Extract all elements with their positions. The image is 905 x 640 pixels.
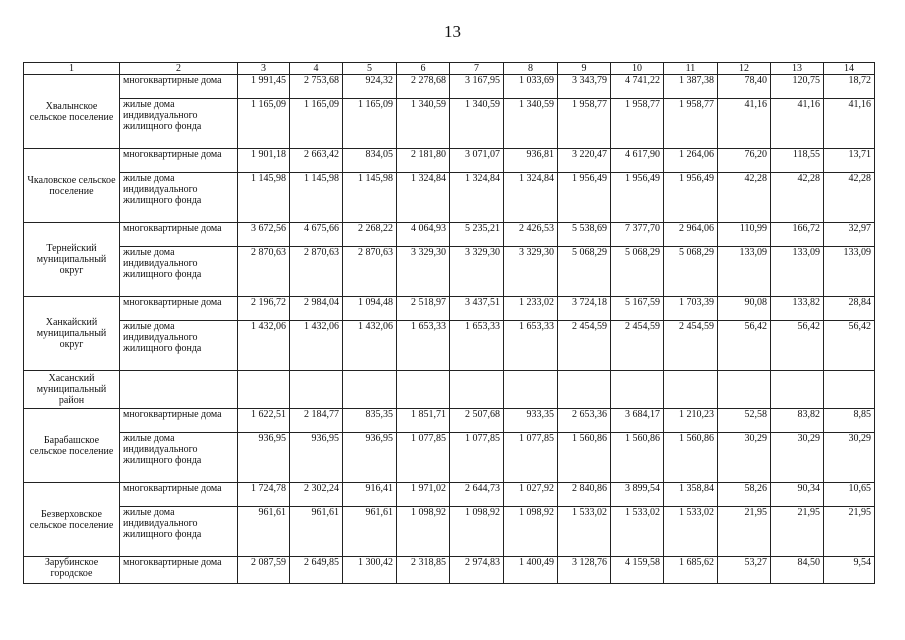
value-cell: 1 400,49 — [504, 557, 558, 584]
value-cell: 1 956,49 — [664, 173, 718, 223]
housing-type: жилые дома индивидуального жилищного фонда — [120, 507, 238, 557]
value-cell: 1 432,06 — [290, 321, 343, 371]
value-cell: 2 507,68 — [450, 409, 504, 433]
value-cell: 2 870,63 — [238, 247, 290, 297]
value-cell: 32,97 — [824, 223, 875, 247]
value-cell: 13,71 — [824, 149, 875, 173]
empty-cell — [450, 371, 504, 409]
value-cell: 916,41 — [343, 483, 397, 507]
value-cell: 3 343,79 — [558, 75, 611, 99]
value-cell: 2 753,68 — [290, 75, 343, 99]
value-cell: 2 840,86 — [558, 483, 611, 507]
empty-cell — [718, 371, 771, 409]
header-cell: 3 — [238, 63, 290, 75]
value-cell: 5 167,59 — [611, 297, 664, 321]
region-name: Хасанский муниципальный район — [24, 371, 120, 409]
header-row — [24, 63, 875, 75]
value-cell: 2 984,04 — [290, 297, 343, 321]
header-cell: 11 — [664, 63, 718, 75]
value-cell: 2 196,72 — [238, 297, 290, 321]
value-cell: 5 538,69 — [558, 223, 611, 247]
value-cell: 2 974,83 — [450, 557, 504, 584]
value-cell: 2 644,73 — [450, 483, 504, 507]
empty-cell — [397, 371, 450, 409]
value-cell: 166,72 — [771, 223, 824, 247]
value-cell: 936,95 — [290, 433, 343, 483]
value-cell: 3 329,30 — [504, 247, 558, 297]
value-cell: 1 033,69 — [504, 75, 558, 99]
value-cell: 133,82 — [771, 297, 824, 321]
value-cell: 1 300,42 — [343, 557, 397, 584]
value-cell: 961,61 — [343, 507, 397, 557]
value-cell: 1 098,92 — [397, 507, 450, 557]
value-cell: 1 622,51 — [238, 409, 290, 433]
value-cell: 4 675,66 — [290, 223, 343, 247]
table-row — [24, 149, 875, 173]
value-cell: 3 724,18 — [558, 297, 611, 321]
empty-cell — [504, 371, 558, 409]
region-name: Тернейский муниципальный округ — [24, 223, 120, 297]
value-cell: 3 220,47 — [558, 149, 611, 173]
value-cell: 10,65 — [824, 483, 875, 507]
value-cell: 1 958,77 — [664, 99, 718, 149]
value-cell: 90,34 — [771, 483, 824, 507]
value-cell: 28,84 — [824, 297, 875, 321]
housing-type: жилые дома индивидуального жилищного фонда — [120, 173, 238, 223]
value-cell: 1 077,85 — [397, 433, 450, 483]
value-cell: 90,08 — [718, 297, 771, 321]
value-cell: 1 264,06 — [664, 149, 718, 173]
value-cell: 1 958,77 — [611, 99, 664, 149]
empty-cell — [290, 371, 343, 409]
value-cell: 936,95 — [343, 433, 397, 483]
value-cell: 3 329,30 — [450, 247, 504, 297]
page-number: 13 — [444, 22, 461, 41]
value-cell: 1 340,59 — [450, 99, 504, 149]
table-body — [24, 63, 875, 584]
housing-type: многоквартирные дома — [120, 149, 238, 173]
housing-type: многоквартирные дома — [120, 75, 238, 99]
value-cell: 78,40 — [718, 75, 771, 99]
value-cell: 41,16 — [824, 99, 875, 149]
value-cell: 9,54 — [824, 557, 875, 584]
value-cell: 42,28 — [718, 173, 771, 223]
empty-cell — [611, 371, 664, 409]
value-cell: 21,95 — [771, 507, 824, 557]
value-cell: 2 454,59 — [558, 321, 611, 371]
value-cell: 2 454,59 — [611, 321, 664, 371]
header-cell: 9 — [558, 63, 611, 75]
empty-cell — [120, 371, 238, 409]
value-cell: 1 956,49 — [611, 173, 664, 223]
value-cell: 133,09 — [718, 247, 771, 297]
value-cell: 8,85 — [824, 409, 875, 433]
value-cell: 1 145,98 — [343, 173, 397, 223]
value-cell: 1 324,84 — [397, 173, 450, 223]
value-cell: 30,29 — [824, 433, 875, 483]
value-cell: 1 094,48 — [343, 297, 397, 321]
value-cell: 1 533,02 — [664, 507, 718, 557]
housing-type: многоквартирные дома — [120, 557, 238, 584]
value-cell: 76,20 — [718, 149, 771, 173]
value-cell: 4 159,58 — [611, 557, 664, 584]
value-cell: 1 098,92 — [450, 507, 504, 557]
region-name: Барабашское сельское поселение — [24, 409, 120, 483]
value-cell: 4 741,22 — [611, 75, 664, 99]
housing-type: многоквартирные дома — [120, 223, 238, 247]
header-cell: 12 — [718, 63, 771, 75]
value-cell: 5 068,29 — [558, 247, 611, 297]
value-cell: 2 870,63 — [343, 247, 397, 297]
table-row — [24, 321, 875, 371]
value-cell: 56,42 — [718, 321, 771, 371]
value-cell: 1 560,86 — [664, 433, 718, 483]
header-cell: 4 — [290, 63, 343, 75]
value-cell: 84,50 — [771, 557, 824, 584]
header-cell: 6 — [397, 63, 450, 75]
header-cell: 5 — [343, 63, 397, 75]
value-cell: 1 165,09 — [343, 99, 397, 149]
value-cell: 1 533,02 — [611, 507, 664, 557]
value-cell: 1 432,06 — [238, 321, 290, 371]
value-cell: 3 128,76 — [558, 557, 611, 584]
empty-cell — [558, 371, 611, 409]
value-cell: 3 684,17 — [611, 409, 664, 433]
tariff-table — [23, 62, 875, 584]
value-cell: 1 685,62 — [664, 557, 718, 584]
value-cell: 3 899,54 — [611, 483, 664, 507]
header-cell: 13 — [771, 63, 824, 75]
value-cell: 1 958,77 — [558, 99, 611, 149]
value-cell: 1 340,59 — [504, 99, 558, 149]
value-cell: 1 324,84 — [504, 173, 558, 223]
value-cell: 30,29 — [718, 433, 771, 483]
value-cell: 42,28 — [771, 173, 824, 223]
value-cell: 834,05 — [343, 149, 397, 173]
value-cell: 933,35 — [504, 409, 558, 433]
value-cell: 1 340,59 — [397, 99, 450, 149]
header-cell: 1 — [24, 63, 120, 75]
housing-type: жилые дома индивидуального жилищного фонда — [120, 321, 238, 371]
value-cell: 1 324,84 — [450, 173, 504, 223]
empty-cell — [664, 371, 718, 409]
value-cell: 1 145,98 — [238, 173, 290, 223]
value-cell: 2 302,24 — [290, 483, 343, 507]
value-cell: 58,26 — [718, 483, 771, 507]
value-cell: 2 184,77 — [290, 409, 343, 433]
table-row — [24, 371, 875, 409]
value-cell: 5 068,29 — [664, 247, 718, 297]
value-cell: 3 329,30 — [397, 247, 450, 297]
value-cell: 2 087,59 — [238, 557, 290, 584]
value-cell: 56,42 — [824, 321, 875, 371]
empty-cell — [238, 371, 290, 409]
housing-type: жилые дома индивидуального жилищного фонда — [120, 433, 238, 483]
housing-type: многоквартирные дома — [120, 409, 238, 433]
region-name: Ханкайский муниципальный округ — [24, 297, 120, 371]
value-cell: 42,28 — [824, 173, 875, 223]
value-cell: 1 165,09 — [238, 99, 290, 149]
table-row — [24, 173, 875, 223]
value-cell: 961,61 — [238, 507, 290, 557]
value-cell: 2 649,85 — [290, 557, 343, 584]
value-cell: 3 167,95 — [450, 75, 504, 99]
value-cell: 1 991,45 — [238, 75, 290, 99]
value-cell: 1 724,78 — [238, 483, 290, 507]
value-cell: 1 145,98 — [290, 173, 343, 223]
header-cell: 7 — [450, 63, 504, 75]
value-cell: 133,09 — [771, 247, 824, 297]
header-cell: 14 — [824, 63, 875, 75]
value-cell: 1 653,33 — [397, 321, 450, 371]
value-cell: 1 560,86 — [611, 433, 664, 483]
value-cell: 1 533,02 — [558, 507, 611, 557]
table-row — [24, 297, 875, 321]
header-cell: 10 — [611, 63, 664, 75]
housing-type: жилые дома индивидуального жилищного фонда — [120, 247, 238, 297]
table-row — [24, 557, 875, 584]
value-cell: 110,99 — [718, 223, 771, 247]
value-cell: 4 064,93 — [397, 223, 450, 247]
region-name: Безверховское сельское поселение — [24, 483, 120, 557]
value-cell: 120,75 — [771, 75, 824, 99]
value-cell: 835,35 — [343, 409, 397, 433]
region-name: Хвалынское сельское поселение — [24, 75, 120, 149]
table-row — [24, 75, 875, 99]
value-cell: 2 426,53 — [504, 223, 558, 247]
value-cell: 1 387,38 — [664, 75, 718, 99]
value-cell: 2 181,80 — [397, 149, 450, 173]
value-cell: 1 027,92 — [504, 483, 558, 507]
value-cell: 936,95 — [238, 433, 290, 483]
empty-cell — [771, 371, 824, 409]
value-cell: 924,32 — [343, 75, 397, 99]
value-cell: 2 663,42 — [290, 149, 343, 173]
value-cell: 1 653,33 — [450, 321, 504, 371]
value-cell: 83,82 — [771, 409, 824, 433]
header-cell: 8 — [504, 63, 558, 75]
value-cell: 1 560,86 — [558, 433, 611, 483]
value-cell: 4 617,90 — [611, 149, 664, 173]
value-cell: 1 077,85 — [450, 433, 504, 483]
housing-type: жилые дома индивидуального жилищного фонда — [120, 99, 238, 149]
value-cell: 21,95 — [718, 507, 771, 557]
header-cell: 2 — [120, 63, 238, 75]
value-cell: 56,42 — [771, 321, 824, 371]
value-cell: 1 077,85 — [504, 433, 558, 483]
value-cell: 5 068,29 — [611, 247, 664, 297]
value-cell: 961,61 — [290, 507, 343, 557]
value-cell: 3 437,51 — [450, 297, 504, 321]
value-cell: 41,16 — [718, 99, 771, 149]
value-cell: 7 377,70 — [611, 223, 664, 247]
value-cell: 3 071,07 — [450, 149, 504, 173]
value-cell: 2 268,22 — [343, 223, 397, 247]
empty-cell — [343, 371, 397, 409]
table-row — [24, 247, 875, 297]
value-cell: 2 518,97 — [397, 297, 450, 321]
value-cell: 1 098,92 — [504, 507, 558, 557]
value-cell: 1 971,02 — [397, 483, 450, 507]
value-cell: 1 851,71 — [397, 409, 450, 433]
value-cell: 1 956,49 — [558, 173, 611, 223]
region-name: Чкаловское сельское поселение — [24, 149, 120, 223]
value-cell: 133,09 — [824, 247, 875, 297]
value-cell: 1 165,09 — [290, 99, 343, 149]
value-cell: 1 653,33 — [504, 321, 558, 371]
value-cell: 1 233,02 — [504, 297, 558, 321]
housing-type: многоквартирные дома — [120, 297, 238, 321]
value-cell: 2 964,06 — [664, 223, 718, 247]
value-cell: 41,16 — [771, 99, 824, 149]
value-cell: 5 235,21 — [450, 223, 504, 247]
value-cell: 2 870,63 — [290, 247, 343, 297]
value-cell: 936,81 — [504, 149, 558, 173]
value-cell: 1 432,06 — [343, 321, 397, 371]
value-cell: 1 901,18 — [238, 149, 290, 173]
housing-type: многоквартирные дома — [120, 483, 238, 507]
value-cell: 2 653,36 — [558, 409, 611, 433]
region-name: Зарубинское городское — [24, 557, 120, 584]
value-cell: 18,72 — [824, 75, 875, 99]
value-cell: 21,95 — [824, 507, 875, 557]
value-cell: 3 672,56 — [238, 223, 290, 247]
value-cell: 2 454,59 — [664, 321, 718, 371]
value-cell: 1 358,84 — [664, 483, 718, 507]
table-row — [24, 433, 875, 483]
value-cell: 1 210,23 — [664, 409, 718, 433]
value-cell: 53,27 — [718, 557, 771, 584]
value-cell: 52,58 — [718, 409, 771, 433]
table-row — [24, 409, 875, 433]
value-cell: 30,29 — [771, 433, 824, 483]
table-row — [24, 223, 875, 247]
table-row — [24, 507, 875, 557]
value-cell: 2 318,85 — [397, 557, 450, 584]
value-cell: 2 278,68 — [397, 75, 450, 99]
value-cell: 118,55 — [771, 149, 824, 173]
table-row — [24, 99, 875, 149]
empty-cell — [824, 371, 875, 409]
table-row — [24, 483, 875, 507]
value-cell: 1 703,39 — [664, 297, 718, 321]
